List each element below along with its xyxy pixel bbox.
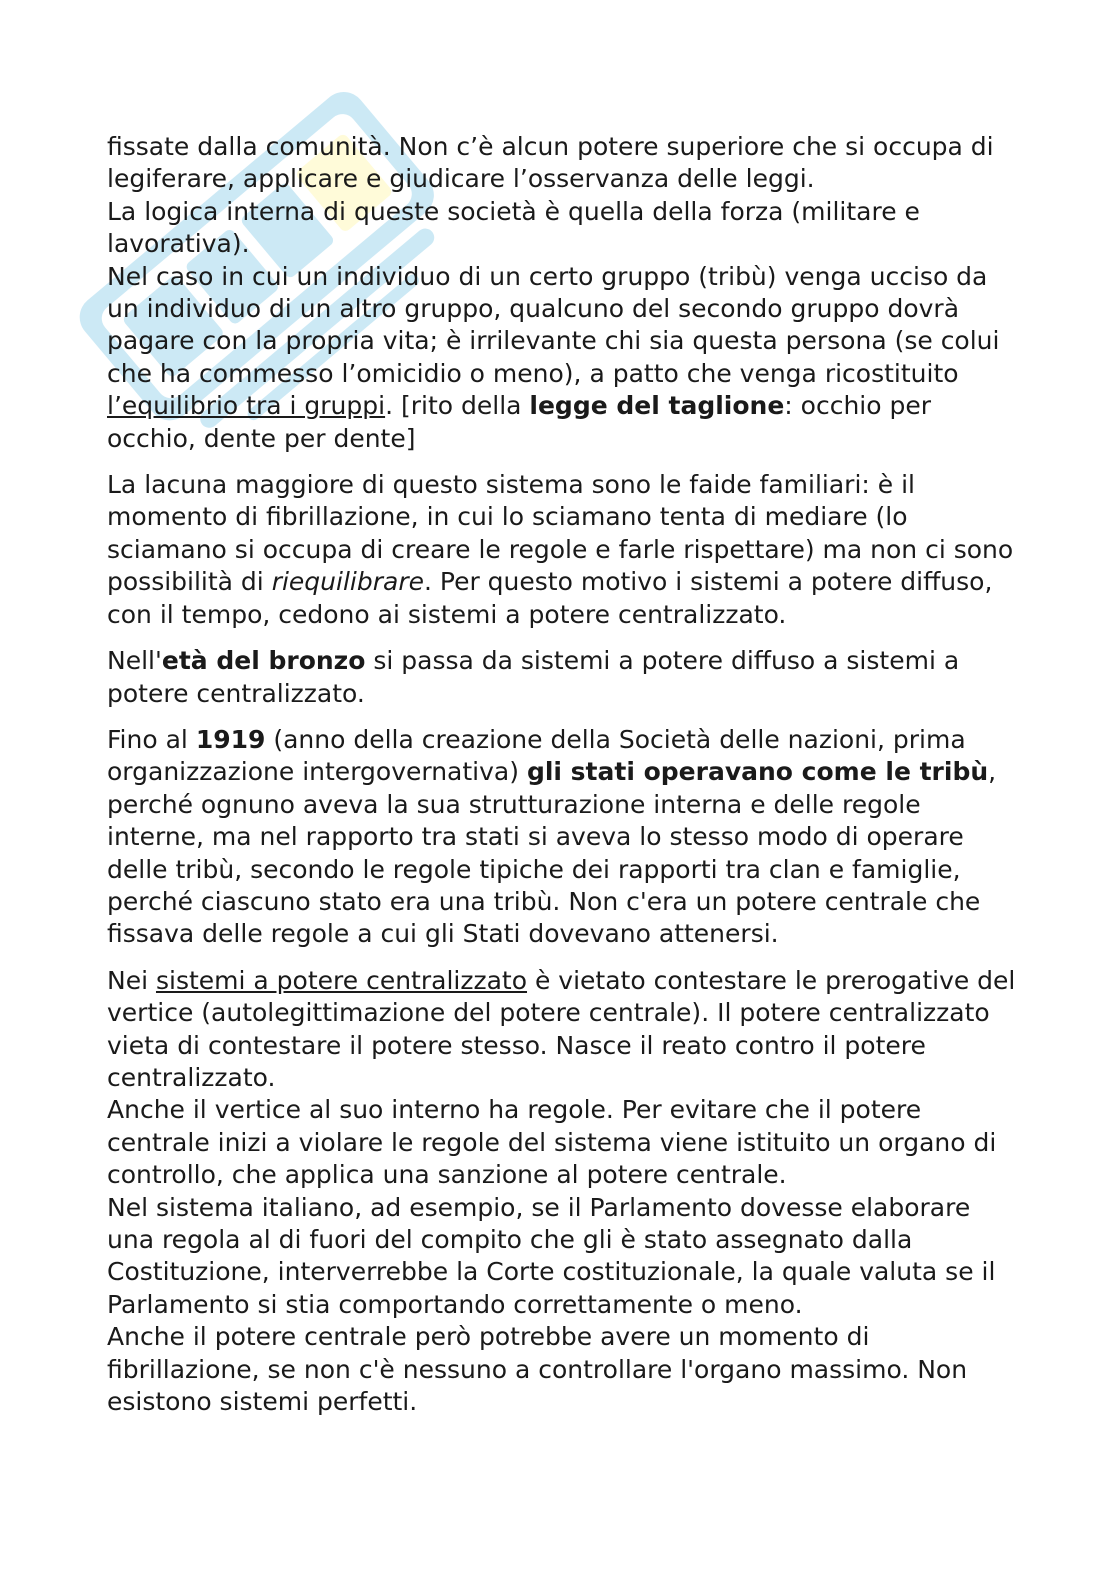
underlined-text: l’equilibrio tra i gruppi [107,391,386,421]
text-run: . [rito della [385,391,530,421]
bold-text: gli stati operavano come le tribù [526,757,989,787]
text-run: Anche il potere centrale però potrebbe avere un momento di fibrillazione, se non c'è nessuno a controllare l'organo massimo. Non esistono sistemi perfetti. [107,1322,968,1417]
text-run: La lacuna maggiore di questo sistema sono le faide familiari: è il momento di fibrillazione, in cui lo sciamano tenta di mediare (lo sciamano si occupa di creare le regole e farle rispettare) ma non ci sono possibilità di [107,470,1014,597]
text-run: Nel sistema italiano, ad esempio, se il Parlamento dovesse elaborare una regola al di fuori del compito che gli è stato assegnato dalla Costituzione, interverrebbe la Corte costituzionale, la quale valuta se il Parlamento si stia comportando correttamente o meno. [107,1192,996,1319]
paragraph [107,1321,1017,1418]
italic-text: riequilibrare [271,567,424,597]
text-run: La logica interna di queste società è quella della forza (militare e lavorativa). [107,196,920,259]
bold-text: legge del taglione [529,391,785,421]
text-run: è vietato contestare le prerogative del vertice (autolegittimazione del potere centrale). Il potere centralizzato vieta di contestare il potere stesso. Nasce il reato contro il potere centralizzato. [107,965,1016,1092]
paragraph [107,1192,1017,1322]
bold-text: 1919 [195,724,266,754]
text-run: Nei [107,965,156,995]
text-run: , perché ognuno aveva la sua strutturazione interna e delle regole interne, ma nel rapporto tra stati si aveva lo stesso modo di operare delle tribù, secondo le regole tipiche dei rapporti tra clan e famiglie, perché ciascuno stato era una tribù. Non c'era un potere centrale che fissava delle regole a cui gli Stati dovevano attenersi. [107,757,997,949]
bold-text: età del bronzo [161,646,366,676]
text-run: si passa da sistemi a potere diffuso a sistemi a potere centralizzato. [107,646,960,708]
document-body [107,131,1017,1418]
text-run: fissate dalla comunità. Non c’è alcun potere superiore che si occupa di legiferare, applicare e giudicare l’osservanza delle leggi. [107,132,994,194]
text-run: : occhio per occhio, dente per dente] [107,391,932,453]
text-run: Nel caso in cui un individuo di un certo gruppo (tribù) venga ucciso da un individuo di un altro gruppo, qualcuno del secondo gruppo dovrà pagare con la propria vita; è irrilevante chi sia questa persona (se colui che ha commesso l’omicidio o meno), a patto che venga ricostituito [107,261,1000,388]
paragraph [107,724,1017,951]
underlined-text: sistemi a potere centralizzato [155,965,528,995]
text-run: (anno della creazione della Società delle nazioni, prima organizzazione intergovernativa) [107,724,966,787]
paragraph [107,469,1017,631]
text-run: Anche il vertice al suo interno ha regole. Per evitare che il potere centrale inizi a violare le regole del sistema viene istituito un organo di controllo, che applica una sanzione al potere centrale. [107,1095,997,1190]
text-run: Fino al [107,724,196,754]
text-run: . Per questo motivo i sistemi a potere diffuso, con il tempo, cedono ai sistemi a potere centralizzato. [107,567,993,629]
paragraph [107,261,1017,455]
paragraph [107,645,1017,710]
text-run: Nell' [107,646,162,676]
paragraph [107,1094,1017,1191]
paragraph [107,965,1017,1095]
paragraph [107,131,1017,196]
paragraph [107,196,1017,261]
